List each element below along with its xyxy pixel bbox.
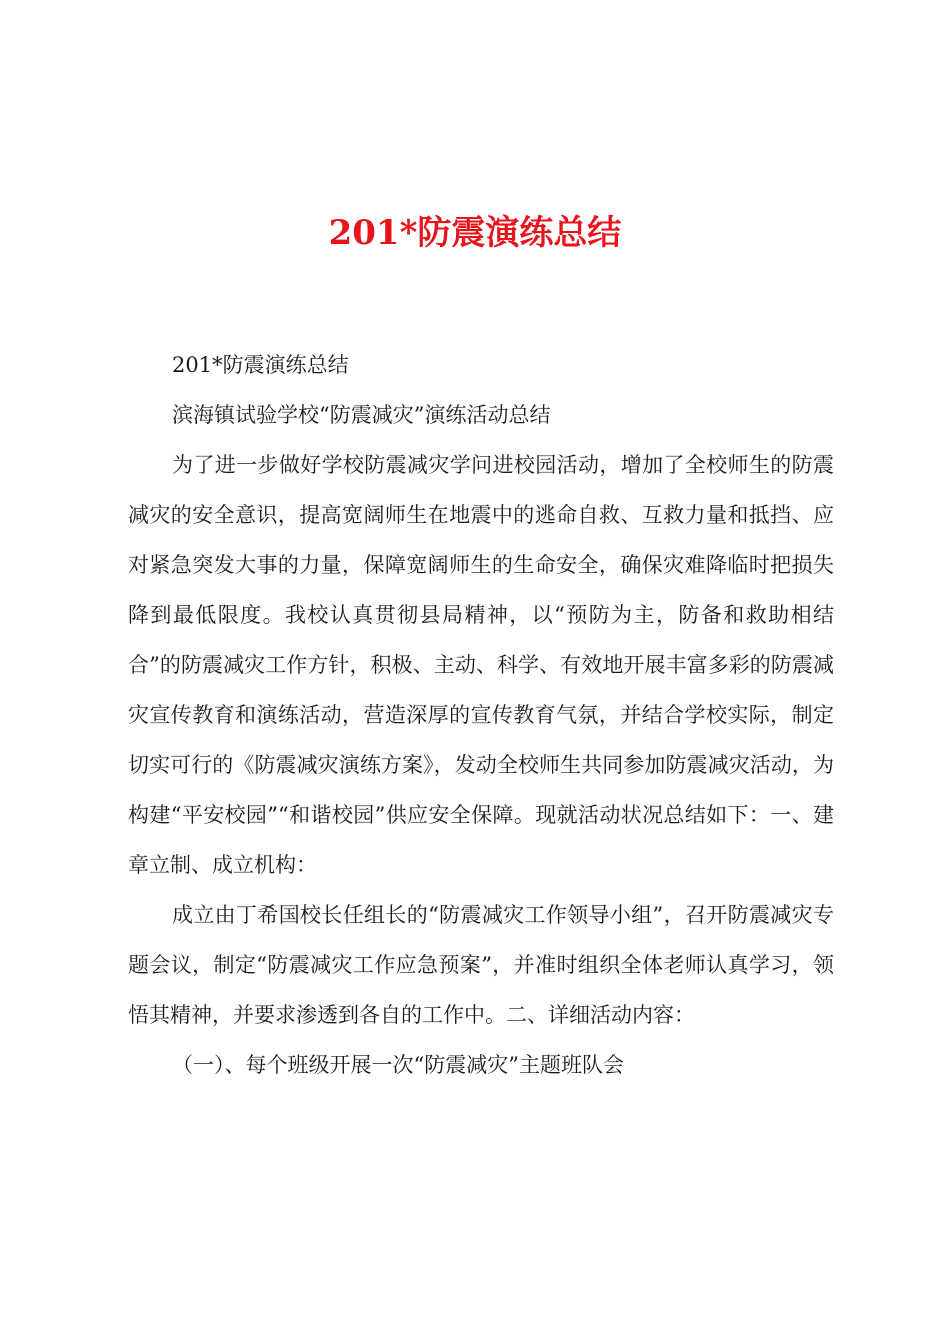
paragraph: 为了进一步做好学校防震减灾学问进校园活动，增加了全校师生的防震减灾的安全意识，提高宽阔师生在地震中的逃命自救、互救力量和抵挡、应对紧急突发大事的力量，保障宽阔师生的生命安全，确保灾难降临时把损失降到最低限度。我校认真贯彻县局精神，以“预防为主，防备和救助相结合”的防震减灾工作方针，积极、主动、科学、有效地开展丰富多彩的防震减灾宣传教育和演练活动，营造深厚的宣传教育气氛，并结合学校实际，制定切实可行的《防震减灾演练方案》，发动全校师生共同参加防震减灾活动，为构建“平安校园”“和谐校园”供应安全保障。现就活动状况总结如下：一、建章立制、成立机构： — [128, 453, 834, 877]
paragraph: （一）、每个班级开展一次“防震减灾”主题班队会 — [172, 1053, 624, 1077]
document-body — [128, 340, 834, 1090]
document-heading: 滨海镇试验学校“防震减灾”演练活动总结 — [172, 403, 551, 427]
document-subtitle: 201*防震演练总结 — [172, 353, 349, 377]
document-title: 201*防震演练总结 — [328, 213, 622, 253]
paragraph: 成立由丁希国校长任组长的“防震减灾工作领导小组”，召开防震减灾专题会议，制定“防震减灾工作应急预案”，并准时组织全体老师认真学习，领悟其精神，并要求渗透到各自的工作中。二、详细活动内容： — [128, 903, 834, 1027]
